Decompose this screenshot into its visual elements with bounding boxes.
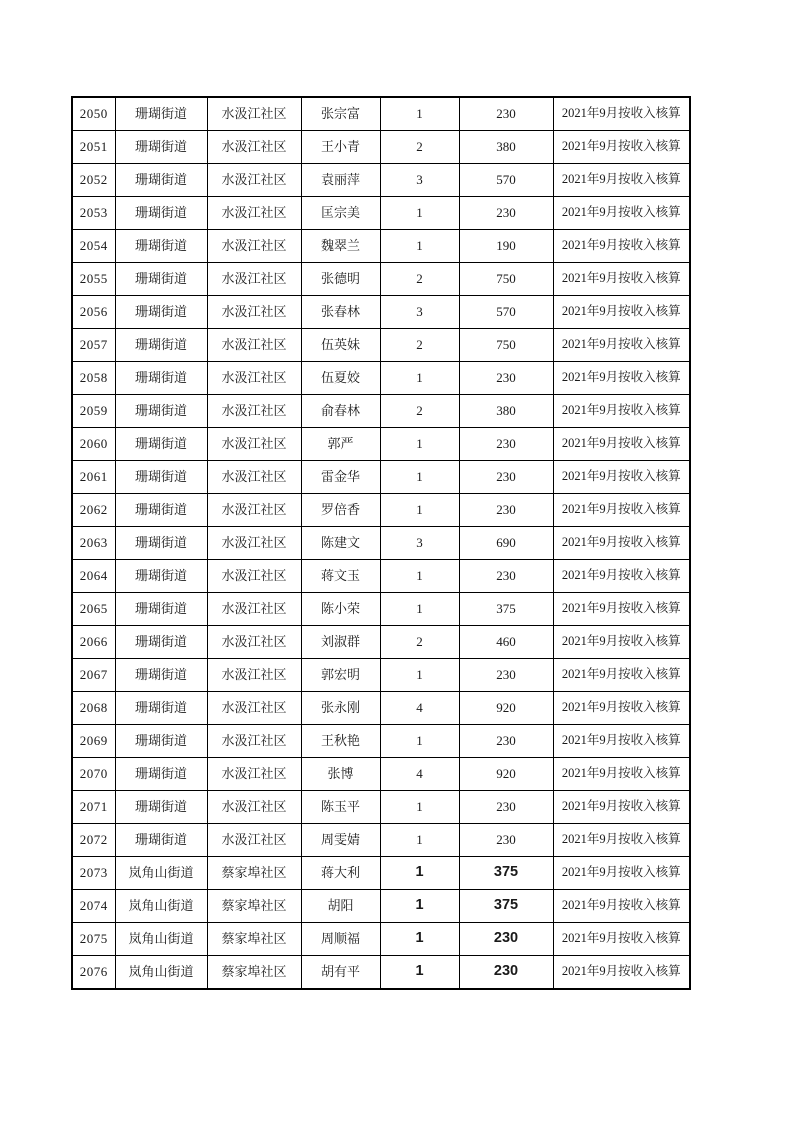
cell-street: 珊瑚街道 bbox=[115, 791, 207, 824]
cell-community: 蔡家埠社区 bbox=[207, 923, 301, 956]
cell-count: 3 bbox=[380, 164, 459, 197]
cell-count: 1 bbox=[380, 494, 459, 527]
cell-row-number: 2059 bbox=[72, 395, 115, 428]
cell-person-name: 蒋文玉 bbox=[301, 560, 380, 593]
cell-street: 珊瑚街道 bbox=[115, 197, 207, 230]
cell-amount: 230 bbox=[459, 560, 553, 593]
cell-remark: 2021年9月按收入核算 bbox=[553, 758, 690, 791]
table-row bbox=[72, 197, 690, 230]
cell-count: 1 bbox=[380, 791, 459, 824]
cell-amount: 230 bbox=[459, 197, 553, 230]
table-row bbox=[72, 527, 690, 560]
cell-person-name: 陈小荣 bbox=[301, 593, 380, 626]
table-row bbox=[72, 131, 690, 164]
cell-row-number: 2064 bbox=[72, 560, 115, 593]
cell-person-name: 胡阳 bbox=[301, 890, 380, 923]
cell-count: 3 bbox=[380, 296, 459, 329]
cell-row-number: 2073 bbox=[72, 857, 115, 890]
cell-count: 1 bbox=[380, 230, 459, 263]
cell-community: 水汲江社区 bbox=[207, 296, 301, 329]
cell-street: 珊瑚街道 bbox=[115, 164, 207, 197]
cell-row-number: 2055 bbox=[72, 263, 115, 296]
cell-amount: 230 bbox=[459, 791, 553, 824]
cell-street: 珊瑚街道 bbox=[115, 461, 207, 494]
table-row bbox=[72, 626, 690, 659]
cell-row-number: 2054 bbox=[72, 230, 115, 263]
cell-person-name: 俞春林 bbox=[301, 395, 380, 428]
cell-street: 珊瑚街道 bbox=[115, 428, 207, 461]
cell-community: 水汲江社区 bbox=[207, 560, 301, 593]
cell-remark: 2021年9月按收入核算 bbox=[553, 659, 690, 692]
table-row bbox=[72, 494, 690, 527]
cell-person-name: 罗倍香 bbox=[301, 494, 380, 527]
cell-community: 水汲江社区 bbox=[207, 263, 301, 296]
cell-person-name: 陈建文 bbox=[301, 527, 380, 560]
cell-street: 珊瑚街道 bbox=[115, 494, 207, 527]
cell-row-number: 2076 bbox=[72, 956, 115, 990]
cell-count: 1 bbox=[380, 659, 459, 692]
cell-count: 4 bbox=[380, 758, 459, 791]
cell-count: 1 bbox=[380, 97, 459, 131]
cell-amount: 230 bbox=[459, 956, 553, 990]
cell-remark: 2021年9月按收入核算 bbox=[553, 164, 690, 197]
cell-street: 珊瑚街道 bbox=[115, 362, 207, 395]
cell-street: 岚角山街道 bbox=[115, 923, 207, 956]
cell-street: 岚角山街道 bbox=[115, 956, 207, 990]
cell-amount: 190 bbox=[459, 230, 553, 263]
cell-count: 1 bbox=[380, 857, 459, 890]
cell-row-number: 2050 bbox=[72, 97, 115, 131]
cell-count: 1 bbox=[380, 428, 459, 461]
cell-person-name: 伍英妹 bbox=[301, 329, 380, 362]
cell-row-number: 2071 bbox=[72, 791, 115, 824]
cell-person-name: 魏翠兰 bbox=[301, 230, 380, 263]
cell-count: 3 bbox=[380, 527, 459, 560]
cell-community: 水汲江社区 bbox=[207, 428, 301, 461]
cell-community: 水汲江社区 bbox=[207, 659, 301, 692]
cell-row-number: 2068 bbox=[72, 692, 115, 725]
cell-remark: 2021年9月按收入核算 bbox=[553, 824, 690, 857]
cell-remark: 2021年9月按收入核算 bbox=[553, 494, 690, 527]
table-row bbox=[72, 395, 690, 428]
table-row bbox=[72, 890, 690, 923]
cell-count: 2 bbox=[380, 626, 459, 659]
cell-street: 岚角山街道 bbox=[115, 857, 207, 890]
cell-community: 蔡家埠社区 bbox=[207, 857, 301, 890]
cell-community: 水汲江社区 bbox=[207, 725, 301, 758]
cell-row-number: 2060 bbox=[72, 428, 115, 461]
cell-amount: 230 bbox=[459, 659, 553, 692]
cell-remark: 2021年9月按收入核算 bbox=[553, 263, 690, 296]
cell-community: 水汲江社区 bbox=[207, 164, 301, 197]
cell-amount: 230 bbox=[459, 725, 553, 758]
cell-row-number: 2067 bbox=[72, 659, 115, 692]
table-row bbox=[72, 329, 690, 362]
cell-street: 珊瑚街道 bbox=[115, 692, 207, 725]
cell-community: 水汲江社区 bbox=[207, 626, 301, 659]
cell-community: 水汲江社区 bbox=[207, 131, 301, 164]
cell-street: 珊瑚街道 bbox=[115, 296, 207, 329]
cell-amount: 230 bbox=[459, 428, 553, 461]
cell-amount: 230 bbox=[459, 494, 553, 527]
cell-street: 珊瑚街道 bbox=[115, 560, 207, 593]
cell-community: 水汲江社区 bbox=[207, 197, 301, 230]
cell-street: 珊瑚街道 bbox=[115, 593, 207, 626]
cell-row-number: 2062 bbox=[72, 494, 115, 527]
cell-person-name: 伍夏姣 bbox=[301, 362, 380, 395]
cell-community: 蔡家埠社区 bbox=[207, 956, 301, 990]
cell-person-name: 王秋艳 bbox=[301, 725, 380, 758]
cell-row-number: 2072 bbox=[72, 824, 115, 857]
cell-remark: 2021年9月按收入核算 bbox=[553, 692, 690, 725]
cell-community: 水汲江社区 bbox=[207, 97, 301, 131]
cell-person-name: 张永刚 bbox=[301, 692, 380, 725]
cell-row-number: 2057 bbox=[72, 329, 115, 362]
cell-remark: 2021年9月按收入核算 bbox=[553, 593, 690, 626]
table-row bbox=[72, 692, 690, 725]
cell-community: 水汲江社区 bbox=[207, 791, 301, 824]
cell-community: 水汲江社区 bbox=[207, 461, 301, 494]
cell-person-name: 张德明 bbox=[301, 263, 380, 296]
cell-row-number: 2069 bbox=[72, 725, 115, 758]
cell-row-number: 2052 bbox=[72, 164, 115, 197]
cell-remark: 2021年9月按收入核算 bbox=[553, 428, 690, 461]
table-row bbox=[72, 428, 690, 461]
cell-person-name: 张春林 bbox=[301, 296, 380, 329]
cell-amount: 570 bbox=[459, 296, 553, 329]
cell-amount: 690 bbox=[459, 527, 553, 560]
cell-row-number: 2063 bbox=[72, 527, 115, 560]
cell-person-name: 袁丽萍 bbox=[301, 164, 380, 197]
cell-amount: 230 bbox=[459, 923, 553, 956]
table-row bbox=[72, 824, 690, 857]
cell-person-name: 张博 bbox=[301, 758, 380, 791]
cell-person-name: 胡有平 bbox=[301, 956, 380, 990]
cell-amount: 750 bbox=[459, 329, 553, 362]
cell-remark: 2021年9月按收入核算 bbox=[553, 131, 690, 164]
cell-street: 珊瑚街道 bbox=[115, 263, 207, 296]
cell-person-name: 雷金华 bbox=[301, 461, 380, 494]
cell-row-number: 2053 bbox=[72, 197, 115, 230]
table-body bbox=[72, 97, 690, 989]
cell-community: 水汲江社区 bbox=[207, 593, 301, 626]
cell-remark: 2021年9月按收入核算 bbox=[553, 97, 690, 131]
cell-remark: 2021年9月按收入核算 bbox=[553, 923, 690, 956]
cell-person-name: 郭宏明 bbox=[301, 659, 380, 692]
cell-remark: 2021年9月按收入核算 bbox=[553, 461, 690, 494]
cell-count: 1 bbox=[380, 890, 459, 923]
cell-community: 水汲江社区 bbox=[207, 494, 301, 527]
cell-count: 2 bbox=[380, 329, 459, 362]
table-row bbox=[72, 923, 690, 956]
table-row bbox=[72, 758, 690, 791]
cell-remark: 2021年9月按收入核算 bbox=[553, 890, 690, 923]
cell-remark: 2021年9月按收入核算 bbox=[553, 791, 690, 824]
cell-count: 1 bbox=[380, 560, 459, 593]
table-row bbox=[72, 560, 690, 593]
cell-amount: 230 bbox=[459, 97, 553, 131]
table-row bbox=[72, 461, 690, 494]
cell-community: 水汲江社区 bbox=[207, 758, 301, 791]
table-row bbox=[72, 659, 690, 692]
cell-amount: 375 bbox=[459, 857, 553, 890]
cell-street: 珊瑚街道 bbox=[115, 97, 207, 131]
cell-count: 1 bbox=[380, 725, 459, 758]
cell-community: 水汲江社区 bbox=[207, 362, 301, 395]
cell-community: 水汲江社区 bbox=[207, 527, 301, 560]
cell-remark: 2021年9月按收入核算 bbox=[553, 197, 690, 230]
cell-row-number: 2061 bbox=[72, 461, 115, 494]
cell-row-number: 2074 bbox=[72, 890, 115, 923]
cell-amount: 375 bbox=[459, 890, 553, 923]
cell-count: 1 bbox=[380, 461, 459, 494]
cell-count: 1 bbox=[380, 362, 459, 395]
cell-amount: 460 bbox=[459, 626, 553, 659]
cell-street: 珊瑚街道 bbox=[115, 131, 207, 164]
cell-amount: 380 bbox=[459, 395, 553, 428]
cell-street: 岚角山街道 bbox=[115, 890, 207, 923]
cell-community: 蔡家埠社区 bbox=[207, 890, 301, 923]
cell-remark: 2021年9月按收入核算 bbox=[553, 560, 690, 593]
cell-street: 珊瑚街道 bbox=[115, 758, 207, 791]
cell-amount: 920 bbox=[459, 692, 553, 725]
cell-count: 2 bbox=[380, 263, 459, 296]
table-row bbox=[72, 791, 690, 824]
cell-row-number: 2056 bbox=[72, 296, 115, 329]
cell-count: 1 bbox=[380, 197, 459, 230]
cell-street: 珊瑚街道 bbox=[115, 659, 207, 692]
cell-community: 水汲江社区 bbox=[207, 824, 301, 857]
table-row bbox=[72, 230, 690, 263]
cell-row-number: 2051 bbox=[72, 131, 115, 164]
cell-amount: 230 bbox=[459, 824, 553, 857]
cell-count: 1 bbox=[380, 593, 459, 626]
cell-remark: 2021年9月按收入核算 bbox=[553, 956, 690, 990]
cell-row-number: 2058 bbox=[72, 362, 115, 395]
cell-person-name: 王小青 bbox=[301, 131, 380, 164]
cell-remark: 2021年9月按收入核算 bbox=[553, 296, 690, 329]
cell-remark: 2021年9月按收入核算 bbox=[553, 395, 690, 428]
cell-remark: 2021年9月按收入核算 bbox=[553, 230, 690, 263]
cell-person-name: 匡宗美 bbox=[301, 197, 380, 230]
table-row bbox=[72, 362, 690, 395]
cell-street: 珊瑚街道 bbox=[115, 395, 207, 428]
cell-amount: 750 bbox=[459, 263, 553, 296]
cell-amount: 380 bbox=[459, 131, 553, 164]
cell-count: 2 bbox=[380, 395, 459, 428]
cell-remark: 2021年9月按收入核算 bbox=[553, 362, 690, 395]
cell-remark: 2021年9月按收入核算 bbox=[553, 329, 690, 362]
cell-amount: 920 bbox=[459, 758, 553, 791]
cell-street: 珊瑚街道 bbox=[115, 329, 207, 362]
table-row bbox=[72, 593, 690, 626]
cell-amount: 375 bbox=[459, 593, 553, 626]
cell-person-name: 郭严 bbox=[301, 428, 380, 461]
cell-amount: 570 bbox=[459, 164, 553, 197]
cell-person-name: 蒋大利 bbox=[301, 857, 380, 890]
cell-count: 1 bbox=[380, 824, 459, 857]
cell-community: 水汲江社区 bbox=[207, 692, 301, 725]
cell-remark: 2021年9月按收入核算 bbox=[553, 725, 690, 758]
cell-person-name: 周雯婧 bbox=[301, 824, 380, 857]
cell-count: 2 bbox=[380, 131, 459, 164]
cell-row-number: 2070 bbox=[72, 758, 115, 791]
cell-community: 水汲江社区 bbox=[207, 329, 301, 362]
cell-count: 1 bbox=[380, 923, 459, 956]
cell-person-name: 刘淑群 bbox=[301, 626, 380, 659]
cell-row-number: 2075 bbox=[72, 923, 115, 956]
cell-row-number: 2065 bbox=[72, 593, 115, 626]
cell-community: 水汲江社区 bbox=[207, 230, 301, 263]
cell-person-name: 周顺福 bbox=[301, 923, 380, 956]
cell-street: 珊瑚街道 bbox=[115, 230, 207, 263]
cell-street: 珊瑚街道 bbox=[115, 527, 207, 560]
cell-remark: 2021年9月按收入核算 bbox=[553, 626, 690, 659]
table-row bbox=[72, 857, 690, 890]
cell-count: 1 bbox=[380, 956, 459, 990]
table-row bbox=[72, 263, 690, 296]
cell-amount: 230 bbox=[459, 362, 553, 395]
cell-remark: 2021年9月按收入核算 bbox=[553, 857, 690, 890]
table-row bbox=[72, 97, 690, 131]
cell-person-name: 张宗富 bbox=[301, 97, 380, 131]
table-row bbox=[72, 956, 690, 990]
table-row bbox=[72, 725, 690, 758]
benefits-table bbox=[71, 96, 691, 990]
cell-community: 水汲江社区 bbox=[207, 395, 301, 428]
table-row bbox=[72, 296, 690, 329]
cell-amount: 230 bbox=[459, 461, 553, 494]
cell-street: 珊瑚街道 bbox=[115, 626, 207, 659]
cell-street: 珊瑚街道 bbox=[115, 824, 207, 857]
cell-count: 4 bbox=[380, 692, 459, 725]
cell-row-number: 2066 bbox=[72, 626, 115, 659]
table-row bbox=[72, 164, 690, 197]
cell-person-name: 陈玉平 bbox=[301, 791, 380, 824]
cell-remark: 2021年9月按收入核算 bbox=[553, 527, 690, 560]
cell-street: 珊瑚街道 bbox=[115, 725, 207, 758]
